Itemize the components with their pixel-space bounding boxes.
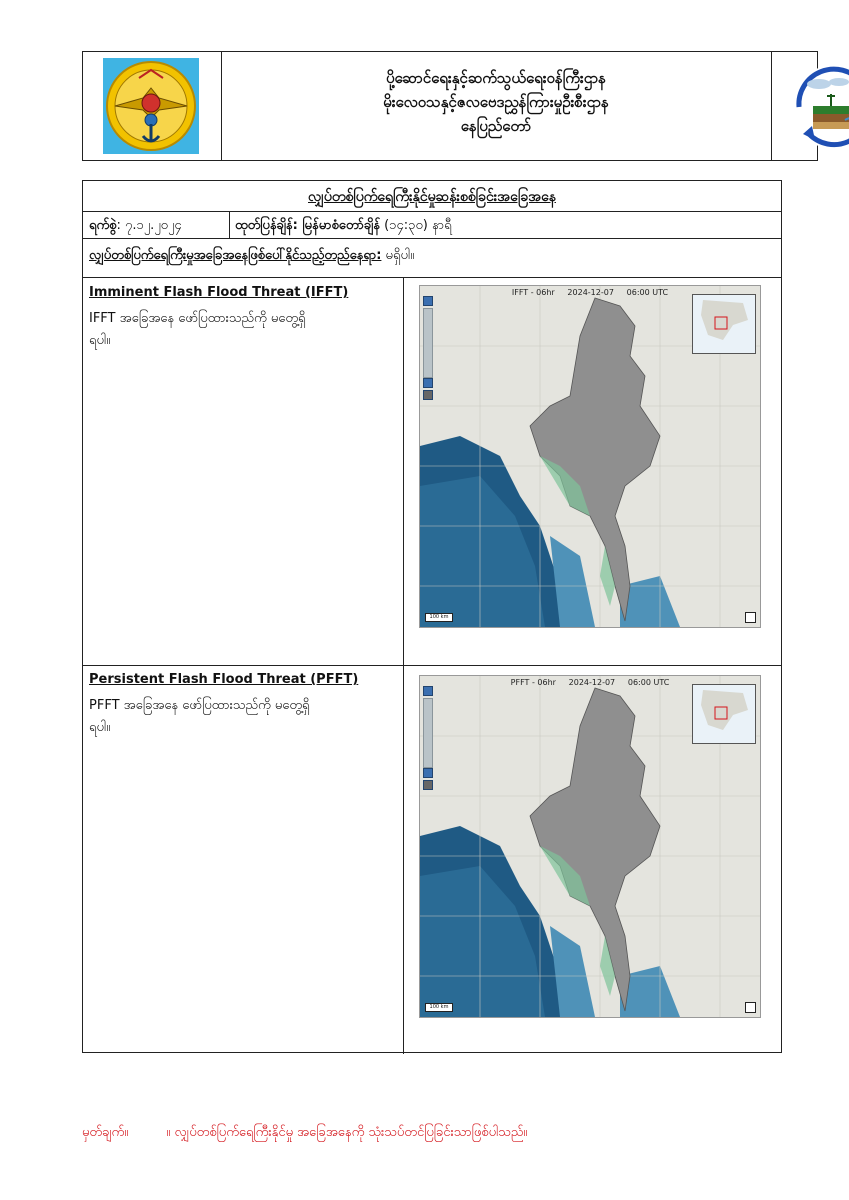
ifft-map	[419, 285, 761, 628]
row-divider	[83, 277, 781, 278]
pfft-map-product: PFFT - 06hr	[510, 678, 556, 687]
date-label: ရက်စွဲ	[89, 218, 117, 233]
issue-time-value: (၁၄:၃၀) နာရီ	[379, 218, 452, 233]
map-layers-button[interactable]	[423, 780, 433, 790]
date-value: : ၇.၁၂.၂၀၂၄	[116, 218, 182, 233]
pfft-text-line2: ရပါ။	[89, 720, 111, 735]
overview-map-image	[693, 685, 755, 743]
ifft-map-date: 2024-12-07	[567, 288, 614, 297]
city-name: နေပြည်တော်	[460, 117, 532, 135]
ifft-text-line2: ရပါ။	[89, 333, 111, 348]
ifft-text-line1: IFFT အခြေအနေ ဖော်ပြထားသည်ကို မတွေ့ရှိ	[89, 311, 306, 326]
affected-area-row	[89, 247, 414, 265]
map-zoom-out-button[interactable]	[423, 378, 433, 388]
header-left-cell	[83, 52, 222, 160]
issue-time-row	[235, 217, 452, 235]
footer-label: မှတ်ချက်။	[82, 1125, 129, 1140]
ifft-heading: Imminent Flash Flood Threat (IFFT)	[89, 285, 349, 300]
affected-area-label: လျှပ်တစ်ပြက်ရေကြီးမှုအခြေအနေဖြစ်ပေါ်နိုင်သည့်တည်နေရာ:	[89, 248, 382, 263]
ifft-map-time: 06:00 UTC	[626, 288, 669, 297]
footer-text: ။ လျှပ်တစ်ပြက်ရေကြီးနိုင်မှု အခြေအနေကို သုံးသပ်တင်ပြခြင်းသာဖြစ်ပါသည်။	[166, 1125, 528, 1140]
header-text	[221, 66, 771, 138]
row-divider	[83, 211, 781, 212]
overview-map-image	[693, 295, 755, 353]
header-center-cell	[221, 52, 772, 160]
map-info-icon[interactable]	[745, 1002, 756, 1013]
header-table	[82, 51, 818, 161]
map-layers-button[interactable]	[423, 390, 433, 400]
map-zoom-slider[interactable]	[423, 308, 433, 378]
row-divider	[83, 665, 781, 666]
affected-area-value: မရှိပါ။	[381, 248, 415, 263]
map-info-icon[interactable]	[745, 612, 756, 623]
pfft-map-scale: 100 km	[425, 1003, 453, 1012]
pfft-overview-map	[692, 684, 756, 744]
ministry-name: ပို့ဆောင်ရေးနှင့်ဆက်သွယ်ရေးဝန်ကြီးဌာန	[386, 69, 606, 87]
bulletin-table	[82, 180, 782, 1053]
map-zoom-out-button[interactable]	[423, 768, 433, 778]
pfft-map-time: 06:00 UTC	[627, 678, 670, 687]
issue-time-label: ထုတ်ပြန်ချိန်: မြန်မာစံတော်ချိန်	[235, 218, 380, 233]
ifft-overview-map	[692, 294, 756, 354]
map-zoom-in-button[interactable]	[423, 296, 433, 306]
department-name: မိုးလေဝသနှင့်ဇလဗေဒညွှန်ကြားမှုဦးစီးဌာန	[383, 93, 609, 111]
cell-divider	[229, 211, 230, 238]
header-right-cell	[771, 52, 817, 160]
map-zoom-slider[interactable]	[423, 698, 433, 768]
ministry-emblem-logo	[103, 58, 199, 154]
pfft-map	[419, 675, 761, 1018]
footer-note	[82, 1124, 527, 1143]
bulletin-title: လျှပ်တစ်ပြက်ရေကြီးနိုင်မှုဆန်းစစ်ခြင်းအခြေအနေ	[308, 189, 556, 205]
row-divider	[83, 238, 781, 239]
map-zoom-in-button[interactable]	[423, 686, 433, 696]
hydrology-cycle-logo	[789, 62, 849, 152]
pfft-map-date: 2024-12-07	[568, 678, 616, 687]
ifft-map-scale: 100 km	[425, 613, 453, 622]
date-row	[89, 217, 182, 235]
ifft-map-product: IFFT - 06hr	[511, 288, 555, 297]
pfft-text-line1: PFFT အခြေအနေ ဖော်ပြထားသည်ကို မတွေ့ရှိ	[89, 698, 310, 713]
pfft-heading: Persistent Flash Flood Threat (PFFT)	[89, 672, 359, 687]
